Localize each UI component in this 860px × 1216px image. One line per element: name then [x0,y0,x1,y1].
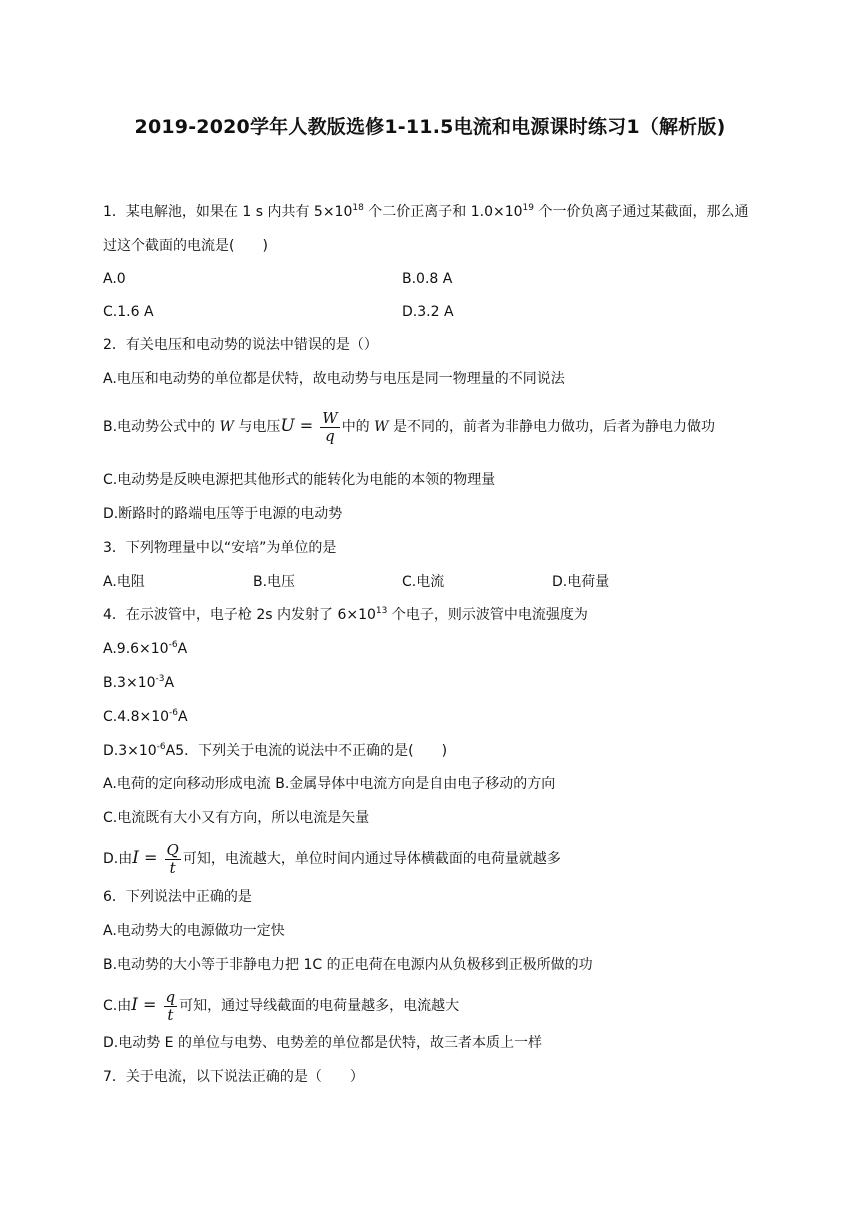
q4-option-d-and-q5-stem: $D.3\times 10^{-6}A5$．下列关于电流的说法中不正确的是( ) [103,742,448,759]
q5-option-c: C.电流既有大小又有方向，所以电流是矢量 [103,810,370,826]
q6-option-d: D.电动势 E 的单位与电势、电势差的单位都是伏特，故三者本质上一样 [103,1035,542,1051]
q1-option-c: C.1.6 A [103,304,154,320]
fraction-q-over-t: $\frac{Q}{t}$ [166,840,179,877]
q1-stem-line-1: 1．某电解池，如果在 1 s 内共有 $5\times 10^{18}$ 个二价正离子和 $1.0\times 10^{19}$ 个一价负离子通过某截面，那么通 [103,203,749,220]
q2-option-c: C.电动势是反映电源把其他形式的能转化为电能的本领的物理量 [103,472,496,488]
q6-option-b: B.电动势的大小等于非静电力把 1C 的正电荷在电源内从负极移到正极所做的功 [103,957,593,973]
q1-stem-line-2: 过这个截面的电流是( ) [103,238,268,254]
q1-option-b: B.0.8 A [402,271,453,287]
q1-option-d: D.3.2 A [402,304,454,320]
q3-option-d: D.电荷量 [552,574,610,590]
formula-i: I [131,995,138,1015]
fraction-w-over-q: $\frac{W}{q}$ [322,408,338,445]
document-title: 2019-2020学年人教版选修1-11.5电流和电源课时练习1（解析版) [134,116,726,138]
q2-stem: 2．有关电压和电动势的说法中错误的是（） [103,337,378,353]
q4-option-a: $A.9.6\times 10^{-6}A$ [103,640,188,657]
q6-option-a: A.电动势大的电源做功一定快 [103,923,285,939]
q7-stem: 7．关于电流，以下说法正确的是（ ） [103,1069,364,1085]
q5-options-ab: A.电荷的定向移动形成电流 B.金属导体中电流方向是自由电子移动的方向 [103,776,556,792]
q2-option-b: B.电动势公式中的 W 与电压U = $\frac{W}{q}$ 中的 W 是不同的，前者为非静电力做功，后者为静电力做功 [103,408,715,445]
q2-option-d: D.断路时的路端电压等于电源的电动势 [103,506,343,522]
q1-option-a: A.0 [103,271,126,287]
q6-option-c: C.由I = $\frac{q}{t}$ 可知，通过导线截面的电荷量越多，电流越大 [103,987,460,1024]
q2-option-a: A.电压和电动势的单位都是伏特，故电动势与电压是同一物理量的不同说法 [103,371,565,387]
q6-stem: 6．下列说法中正确的是 [103,889,252,905]
formula-i: I [132,848,139,868]
q3-option-a: A.电阻 [103,574,145,590]
q3-option-c: C.电流 [402,574,445,590]
q5-option-d: D.由I = $\frac{Q}{t}$ 可知，电流越大，单位时间内通过导体横截面的电荷量就越多 [103,840,561,877]
q4-option-b: $B.3\times 10^{-3}A$ [103,674,175,691]
q4-stem: 4．在示波管中，电子枪 2s 内发射了 $6\times 10^{13}$ 个电子，则示波管中电流强度为 [103,606,588,623]
fraction-q-over-t: $\frac{q}{t}$ [165,987,176,1024]
q3-stem: 3．下列物理量中以“安培”为单位的是 [103,540,337,556]
q4-option-c: $C.4.8\times 10^{-6}A$ [103,708,188,725]
q3-option-b: B.电压 [253,574,296,590]
formula-u: U [280,416,295,436]
